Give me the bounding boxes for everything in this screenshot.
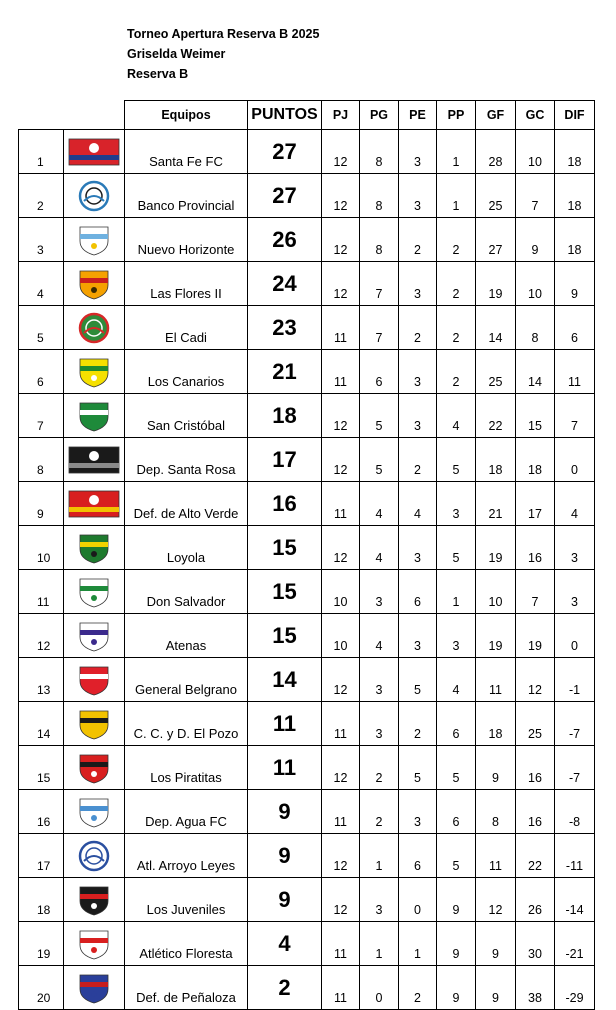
pe-cell: 0 [399,878,437,922]
gc-cell: 12 [516,658,555,702]
pe-cell: 6 [399,834,437,878]
pg-cell: 1 [360,834,399,878]
team-name-cell: Los Canarios [125,350,248,394]
dif-cell: 0 [555,438,595,482]
table-row [19,614,595,658]
header-row [19,101,595,130]
points-cell: 26 [248,218,322,262]
points-cell: 27 [248,174,322,218]
position-cell: 9 [19,482,64,526]
position-cell: 2 [19,174,64,218]
pg-cell: 3 [360,658,399,702]
table-row [19,878,595,922]
gc-cell: 14 [516,350,555,394]
gc-cell: 9 [516,218,555,262]
pj-cell: 12 [322,438,360,482]
team-name-cell: Def. de Peñaloza [125,966,248,1010]
team-name-cell: C. C. y D. El Pozo [125,702,248,746]
position-cell: 4 [19,262,64,306]
team-crest-cell [64,218,125,262]
gc-cell: 19 [516,614,555,658]
team-crest-icon [66,443,122,477]
pg-cell: 3 [360,702,399,746]
pg-cell: 7 [360,306,399,350]
dif-cell: -1 [555,658,595,702]
pg-cell: 4 [360,526,399,570]
pp-cell: 2 [437,262,476,306]
gc-cell: 16 [516,790,555,834]
gc-cell: 16 [516,526,555,570]
team-crest-cell [64,878,125,922]
pj-cell: 12 [322,658,360,702]
team-name-cell: Atl. Arroyo Leyes [125,834,248,878]
pe-cell: 3 [399,130,437,174]
column-header-pe: PE [399,101,437,130]
pp-cell: 2 [437,306,476,350]
position-cell: 18 [19,878,64,922]
pj-cell: 12 [322,746,360,790]
pp-cell: 4 [437,394,476,438]
pj-cell: 12 [322,834,360,878]
team-crest-cell [64,306,125,350]
team-name-cell: Las Flores II [125,262,248,306]
team-name-cell: Loyola [125,526,248,570]
position-cell: 19 [19,922,64,966]
team-crest-icon [66,399,122,433]
gf-cell: 21 [476,482,516,526]
points-cell: 11 [248,746,322,790]
team-crest-cell [64,130,125,174]
pj-cell: 12 [322,130,360,174]
pj-cell: 11 [322,482,360,526]
table-row [19,702,595,746]
pp-cell: 6 [437,790,476,834]
pj-cell: 10 [322,570,360,614]
team-crest-cell [64,834,125,878]
table-row [19,790,595,834]
pp-cell: 3 [437,482,476,526]
position-cell: 11 [19,570,64,614]
position-cell: 17 [19,834,64,878]
dif-cell: -7 [555,746,595,790]
dif-cell: 11 [555,350,595,394]
gc-cell: 26 [516,878,555,922]
team-crest-icon [66,927,122,961]
pp-cell: 5 [437,438,476,482]
pj-cell: 11 [322,922,360,966]
team-crest-cell [64,658,125,702]
points-cell: 4 [248,922,322,966]
dif-cell: 18 [555,174,595,218]
table-row [19,130,595,174]
pp-cell: 5 [437,834,476,878]
table-row [19,658,595,702]
gc-cell: 25 [516,702,555,746]
table-row [19,834,595,878]
table-row [19,438,595,482]
pg-cell: 0 [360,966,399,1010]
team-name-cell: El Cadi [125,306,248,350]
pj-cell: 12 [322,218,360,262]
dif-cell: 0 [555,614,595,658]
pp-cell: 1 [437,570,476,614]
gf-cell: 19 [476,614,516,658]
team-crest-icon [66,179,122,213]
gf-cell: 10 [476,570,516,614]
team-crest-icon [66,223,122,257]
position-cell: 16 [19,790,64,834]
pj-cell: 11 [322,350,360,394]
team-crest-cell [64,922,125,966]
team-crest-cell [64,350,125,394]
pp-cell: 9 [437,922,476,966]
team-name-cell: Nuevo Horizonte [125,218,248,262]
gc-cell: 15 [516,394,555,438]
author-name: Griselda Weimer [127,47,226,61]
team-crest-cell [64,746,125,790]
pp-cell: 5 [437,526,476,570]
gf-cell: 14 [476,306,516,350]
pg-cell: 2 [360,746,399,790]
points-cell: 15 [248,570,322,614]
pe-cell: 4 [399,482,437,526]
dif-cell: -11 [555,834,595,878]
position-cell: 5 [19,306,64,350]
pp-cell: 2 [437,350,476,394]
team-crest-cell [64,702,125,746]
pp-cell: 6 [437,702,476,746]
gf-cell: 22 [476,394,516,438]
gf-cell: 18 [476,702,516,746]
position-cell: 12 [19,614,64,658]
team-crest-icon [66,971,122,1005]
pg-cell: 8 [360,218,399,262]
pe-cell: 2 [399,438,437,482]
pe-cell: 2 [399,306,437,350]
points-cell: 14 [248,658,322,702]
gc-cell: 18 [516,438,555,482]
gf-cell: 19 [476,262,516,306]
pj-cell: 11 [322,702,360,746]
team-name-cell: Dep. Santa Rosa [125,438,248,482]
team-crest-cell [64,570,125,614]
pe-cell: 5 [399,658,437,702]
points-cell: 16 [248,482,322,526]
column-header-pg: PG [360,101,399,130]
column-header-gf: GF [476,101,516,130]
pj-cell: 12 [322,174,360,218]
pg-cell: 8 [360,174,399,218]
pe-cell: 3 [399,174,437,218]
team-crest-icon [66,839,122,873]
gf-cell: 12 [476,878,516,922]
points-cell: 21 [248,350,322,394]
position-cell: 10 [19,526,64,570]
position-cell: 15 [19,746,64,790]
team-name-cell: General Belgrano [125,658,248,702]
column-header-gc: GC [516,101,555,130]
team-crest-cell [64,482,125,526]
table-row [19,306,595,350]
team-name-cell: Don Salvador [125,570,248,614]
team-crest-icon [66,707,122,741]
gf-cell: 28 [476,130,516,174]
pj-cell: 11 [322,306,360,350]
team-crest-icon [66,267,122,301]
pp-cell: 1 [437,174,476,218]
header-blank-pos [19,101,64,130]
position-cell: 20 [19,966,64,1010]
position-cell: 13 [19,658,64,702]
header-blank-logo [64,101,125,130]
gf-cell: 11 [476,834,516,878]
dif-cell: 7 [555,394,595,438]
dif-cell: -14 [555,878,595,922]
pg-cell: 6 [360,350,399,394]
dif-cell: 3 [555,526,595,570]
team-crest-icon [66,531,122,565]
team-crest-icon [66,487,122,521]
pg-cell: 1 [360,922,399,966]
pj-cell: 11 [322,790,360,834]
team-crest-icon [66,795,122,829]
team-crest-icon [66,883,122,917]
table-row [19,966,595,1010]
gc-cell: 10 [516,130,555,174]
pg-cell: 2 [360,790,399,834]
dif-cell: -21 [555,922,595,966]
pe-cell: 3 [399,262,437,306]
table-row [19,174,595,218]
team-name-cell: Banco Provincial [125,174,248,218]
dif-cell: 4 [555,482,595,526]
pj-cell: 10 [322,614,360,658]
pp-cell: 2 [437,218,476,262]
points-cell: 9 [248,790,322,834]
team-crest-icon [66,663,122,697]
team-crest-icon [66,135,122,169]
team-crest-cell [64,966,125,1010]
gf-cell: 19 [476,526,516,570]
points-cell: 2 [248,966,322,1010]
column-header-pp: PP [437,101,476,130]
team-name-cell: Santa Fe FC [125,130,248,174]
dif-cell: -29 [555,966,595,1010]
points-cell: 15 [248,526,322,570]
team-name-cell: Dep. Agua FC [125,790,248,834]
dif-cell: -8 [555,790,595,834]
gf-cell: 25 [476,350,516,394]
column-header-pj: PJ [322,101,360,130]
points-cell: 18 [248,394,322,438]
pe-cell: 1 [399,922,437,966]
pe-cell: 2 [399,218,437,262]
gf-cell: 9 [476,922,516,966]
points-cell: 11 [248,702,322,746]
table-row [19,746,595,790]
team-name-cell: Los Piratitas [125,746,248,790]
column-header-team: Equipos [125,101,248,130]
pg-cell: 4 [360,614,399,658]
team-crest-cell [64,394,125,438]
gc-cell: 8 [516,306,555,350]
column-header-points: PUNTOS [248,101,322,130]
team-name-cell: San Cristóbal [125,394,248,438]
pe-cell: 3 [399,614,437,658]
pg-cell: 5 [360,438,399,482]
dif-cell: 9 [555,262,595,306]
pg-cell: 4 [360,482,399,526]
standings-table [18,100,595,1010]
pj-cell: 12 [322,526,360,570]
pg-cell: 8 [360,130,399,174]
pe-cell: 6 [399,570,437,614]
gf-cell: 25 [476,174,516,218]
team-name-cell: Atenas [125,614,248,658]
gf-cell: 18 [476,438,516,482]
dif-cell: 18 [555,218,595,262]
gc-cell: 17 [516,482,555,526]
gc-cell: 38 [516,966,555,1010]
gf-cell: 11 [476,658,516,702]
points-cell: 17 [248,438,322,482]
gc-cell: 16 [516,746,555,790]
dif-cell: 3 [555,570,595,614]
pe-cell: 3 [399,350,437,394]
gc-cell: 22 [516,834,555,878]
gf-cell: 8 [476,790,516,834]
points-cell: 27 [248,130,322,174]
points-cell: 9 [248,834,322,878]
table-row [19,218,595,262]
pp-cell: 4 [437,658,476,702]
pe-cell: 5 [399,746,437,790]
gc-cell: 7 [516,570,555,614]
dif-cell: 6 [555,306,595,350]
division-name: Reserva B [127,67,189,81]
points-cell: 23 [248,306,322,350]
dif-cell: -7 [555,702,595,746]
tournament-title: Torneo Apertura Reserva B 2025 [127,27,320,41]
team-crest-cell [64,790,125,834]
points-cell: 9 [248,878,322,922]
gf-cell: 27 [476,218,516,262]
position-cell: 6 [19,350,64,394]
pj-cell: 12 [322,262,360,306]
pp-cell: 1 [437,130,476,174]
pp-cell: 9 [437,966,476,1010]
team-crest-cell [64,526,125,570]
table-row [19,526,595,570]
points-cell: 15 [248,614,322,658]
team-crest-icon [66,575,122,609]
pp-cell: 3 [437,614,476,658]
team-name-cell: Atlético Floresta [125,922,248,966]
pe-cell: 2 [399,966,437,1010]
table-row [19,570,595,614]
pg-cell: 7 [360,262,399,306]
gc-cell: 30 [516,922,555,966]
pg-cell: 5 [360,394,399,438]
pe-cell: 3 [399,790,437,834]
gf-cell: 9 [476,746,516,790]
pj-cell: 12 [322,394,360,438]
pp-cell: 9 [437,878,476,922]
pe-cell: 3 [399,394,437,438]
position-cell: 7 [19,394,64,438]
team-crest-cell [64,614,125,658]
gc-cell: 7 [516,174,555,218]
page-header [127,24,319,84]
points-cell: 24 [248,262,322,306]
team-crest-icon [66,619,122,653]
position-cell: 8 [19,438,64,482]
column-header-dif: DIF [555,101,595,130]
gc-cell: 10 [516,262,555,306]
team-crest-icon [66,751,122,785]
team-crest-cell [64,438,125,482]
pg-cell: 3 [360,878,399,922]
table-row [19,262,595,306]
pe-cell: 2 [399,702,437,746]
team-crest-cell [64,174,125,218]
position-cell: 3 [19,218,64,262]
team-name-cell: Los Juveniles [125,878,248,922]
position-cell: 1 [19,130,64,174]
gf-cell: 9 [476,966,516,1010]
pj-cell: 11 [322,966,360,1010]
pg-cell: 3 [360,570,399,614]
team-crest-cell [64,262,125,306]
position-cell: 14 [19,702,64,746]
table-row [19,482,595,526]
team-crest-icon [66,311,122,345]
team-name-cell: Def. de Alto Verde [125,482,248,526]
table-row [19,350,595,394]
pj-cell: 12 [322,878,360,922]
table-row [19,394,595,438]
dif-cell: 18 [555,130,595,174]
pe-cell: 3 [399,526,437,570]
table-row [19,922,595,966]
team-crest-icon [66,355,122,389]
pp-cell: 5 [437,746,476,790]
